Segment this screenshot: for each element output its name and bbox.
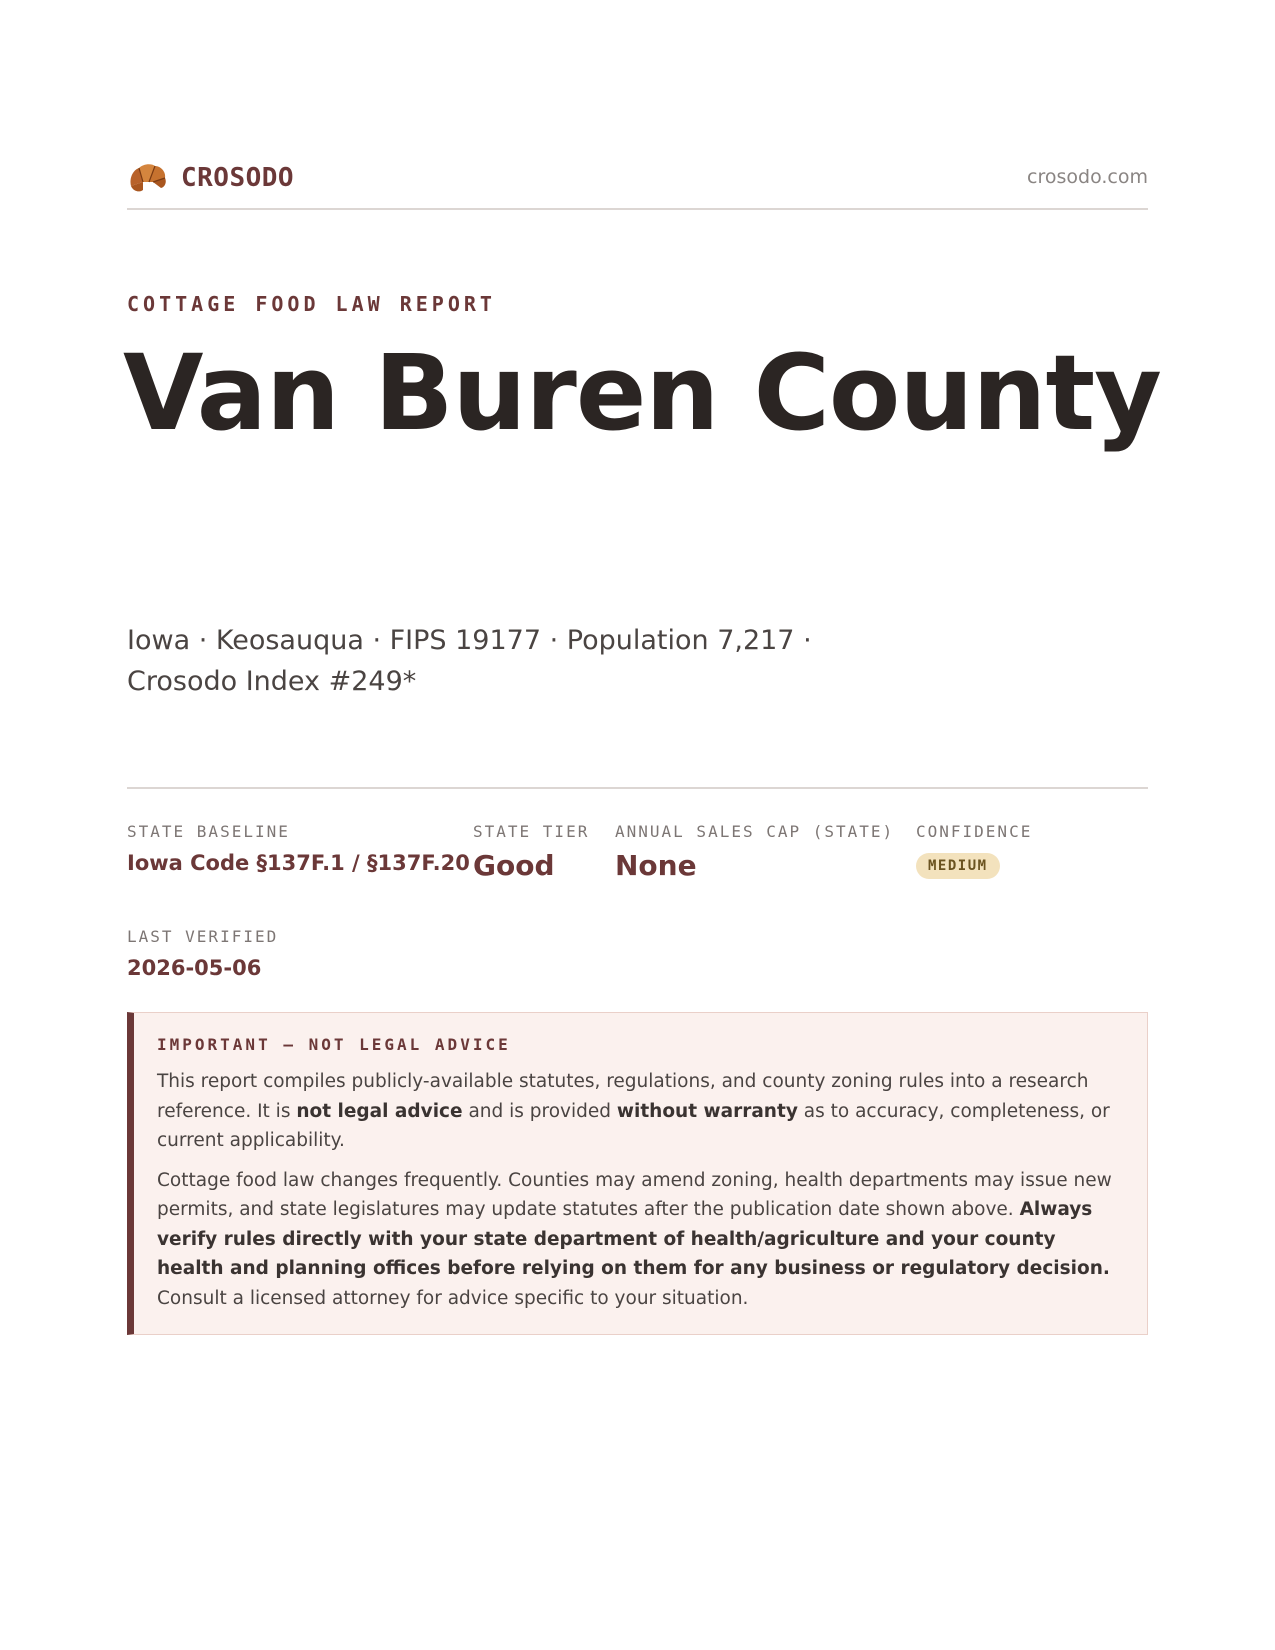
stat-state-tier	[473, 822, 589, 882]
stat-label: STATE BASELINE	[127, 822, 290, 841]
stat-label: CONFIDENCE	[916, 822, 1033, 841]
brand-name: CROSODO	[181, 163, 295, 193]
page-title: Van Buren County	[123, 332, 1161, 454]
stat-label: LAST VERIFIED	[127, 927, 279, 946]
stat-last-verified	[127, 927, 278, 980]
site-url[interactable]: crosodo.com	[1027, 166, 1148, 188]
legal-notice	[127, 1012, 1148, 1335]
notice-text: Consult a licensed attorney for advice specific to your situation.	[157, 1287, 749, 1309]
stat-value: Iowa Code §137F.1 / §137F.20	[127, 851, 470, 875]
report-page	[123, 0, 1161, 1650]
notice-text: Cottage food law changes frequently. Counties may amend zoning, health departments may issue new permits, and state legislatures may update statutes after the publication date shown above.	[157, 1169, 1112, 1220]
notice-title: IMPORTANT — NOT LEGAL ADVICE	[157, 1035, 511, 1054]
page-header	[127, 160, 1148, 210]
stat-label: STATE TIER	[473, 822, 590, 841]
brand	[127, 160, 294, 196]
notice-emphasis: Always verify rules directly with your state department of health/agriculture and your county health and planning offices before relying on them for any business or regulatory decision.	[157, 1199, 1110, 1279]
stat-confidence	[916, 822, 1032, 879]
notice-text: as to accuracy, completeness, or current applicability.	[157, 1100, 1110, 1151]
notice-emphasis: without warranty	[616, 1100, 798, 1122]
stat-value: Good	[473, 849, 555, 882]
notice-paragraph	[157, 1067, 1123, 1156]
stat-sales-cap	[615, 822, 894, 882]
notice-text: and is provided	[462, 1100, 617, 1122]
notice-emphasis: not legal advice	[296, 1100, 463, 1122]
report-eyebrow: COTTAGE FOOD LAW REPORT	[127, 292, 496, 316]
stat-label: ANNUAL SALES CAP (STATE)	[615, 822, 895, 841]
section-divider	[127, 787, 1148, 789]
croissant-icon	[127, 160, 169, 196]
stat-value: None	[615, 849, 697, 882]
notice-text: This report compiles publicly-available statutes, regulations, and county zoning rules into a research reference. It is	[157, 1071, 1089, 1122]
notice-paragraph	[157, 1166, 1123, 1314]
stat-value: 2026-05-06	[127, 956, 262, 980]
confidence-badge: MEDIUM	[916, 853, 1000, 879]
stat-state-baseline	[127, 822, 470, 875]
report-subtitle: Iowa · Keosauqua · FIPS 19177 · Population 7,217 · Crosodo Index #249*	[127, 625, 812, 697]
